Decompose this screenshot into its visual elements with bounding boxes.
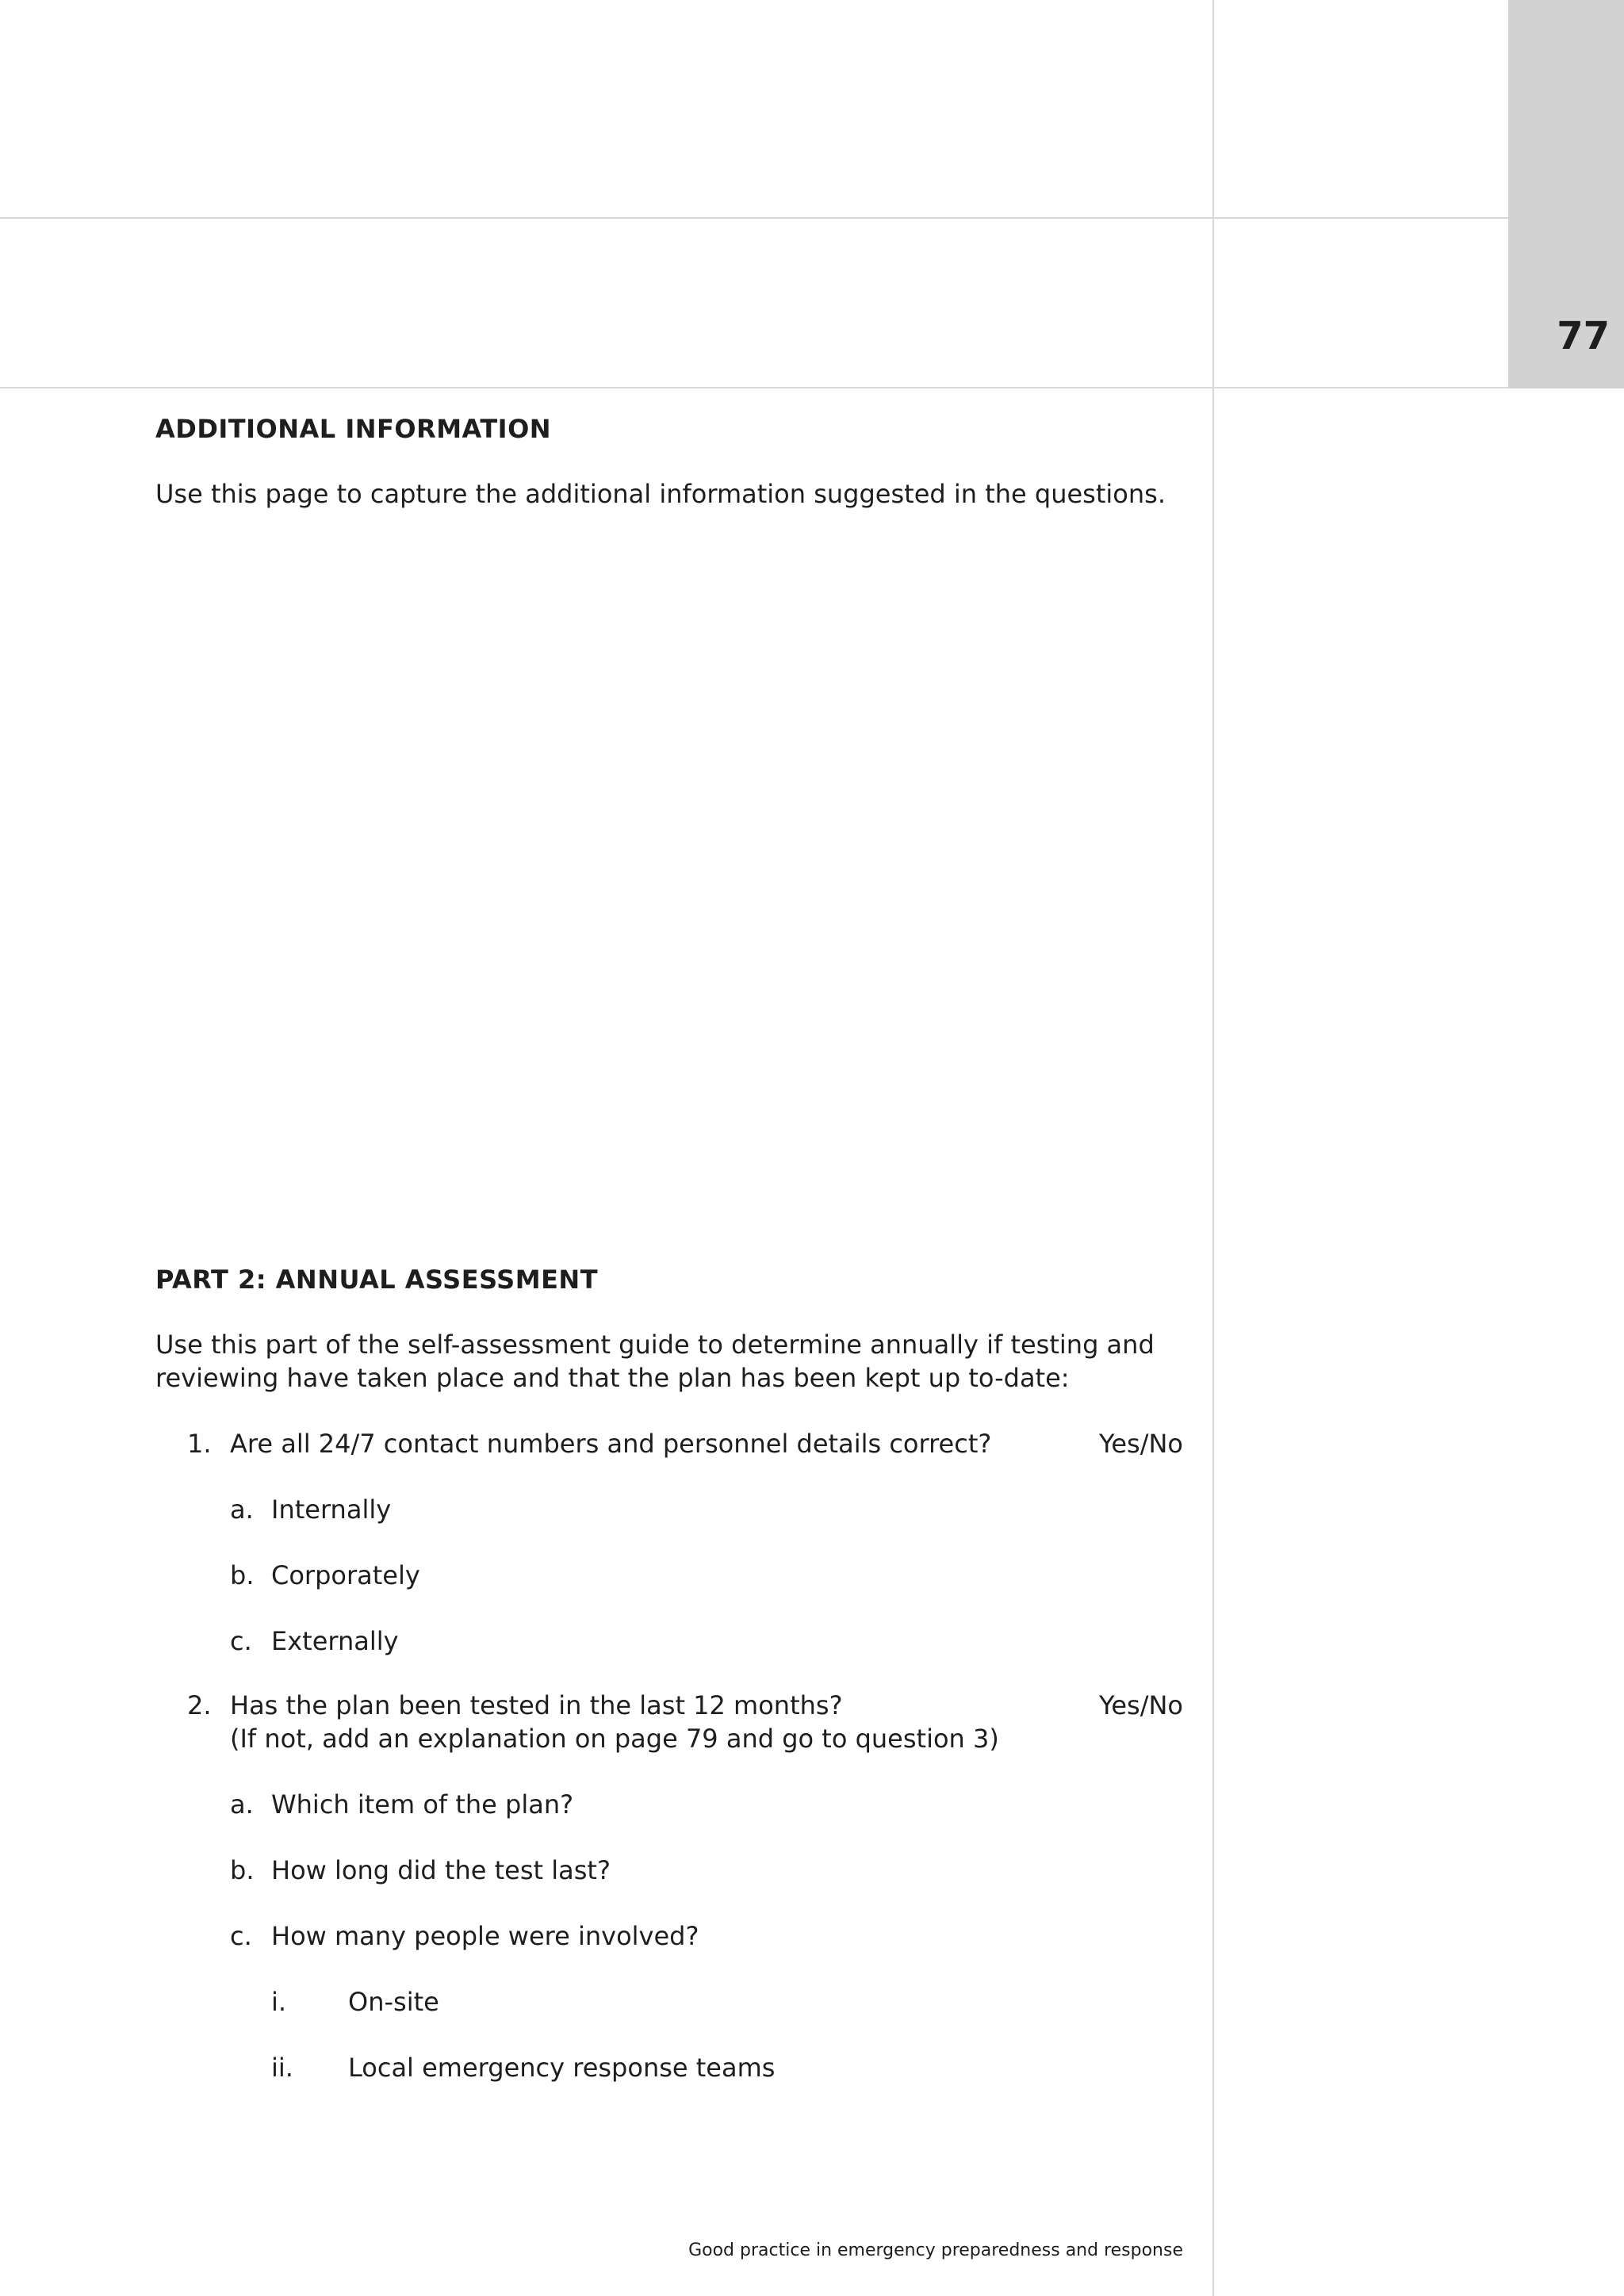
question-number: 1. (187, 1429, 212, 1459)
page-number: 77 (1557, 314, 1610, 358)
item-text: Externally (271, 1626, 399, 1656)
item-text: How long did the test last? (271, 1855, 611, 1885)
part2-intro-line1: Use this part of the self-assessment guide to determine annually if testing and (155, 1330, 1155, 1360)
subitem-text: On-site (348, 1987, 439, 2017)
item-marker: c. (230, 1921, 252, 1951)
question-text: Are all 24/7 contact numbers and personnel details correct? (230, 1429, 992, 1459)
item-text: Corporately (271, 1560, 420, 1590)
question-1-answer: Yes/No (1099, 1429, 1183, 1459)
margin-divider (1212, 0, 1214, 2296)
header-rule-bottom (0, 387, 1624, 388)
additional-information-intro: Use this page to capture the additional information suggested in the questions. (155, 479, 1166, 509)
item-marker: c. (230, 1626, 252, 1656)
part2-heading: PART 2: ANNUAL ASSESSMENT (155, 1265, 599, 1295)
page-number-tab (1508, 0, 1624, 388)
item-text: Internally (271, 1494, 392, 1525)
item-marker: b. (230, 1855, 255, 1885)
header-rule-top (0, 217, 1508, 219)
subitem-marker: i. (271, 1987, 287, 2017)
part2-intro-line2: reviewing have taken place and that the plan has been kept up to-date: (155, 1363, 1070, 1393)
question-2-note: (If not, add an explanation on page 79 and go to question 3) (230, 1724, 999, 1754)
question-number: 2. (187, 1690, 212, 1720)
item-marker: b. (230, 1560, 255, 1590)
subitem-text: Local emergency response teams (348, 2053, 776, 2083)
additional-information-heading: ADDITIONAL INFORMATION (155, 414, 552, 444)
item-text: How many people were involved? (271, 1921, 699, 1951)
item-text: Which item of the plan? (271, 1789, 574, 1820)
question-2-answer: Yes/No (1099, 1690, 1183, 1720)
item-marker: a. (230, 1789, 254, 1820)
question-text: Has the plan been tested in the last 12 months? (230, 1690, 843, 1720)
page-footer: Good practice in emergency preparedness and response (688, 2241, 1183, 2260)
subitem-marker: ii. (271, 2053, 293, 2083)
item-marker: a. (230, 1494, 254, 1525)
